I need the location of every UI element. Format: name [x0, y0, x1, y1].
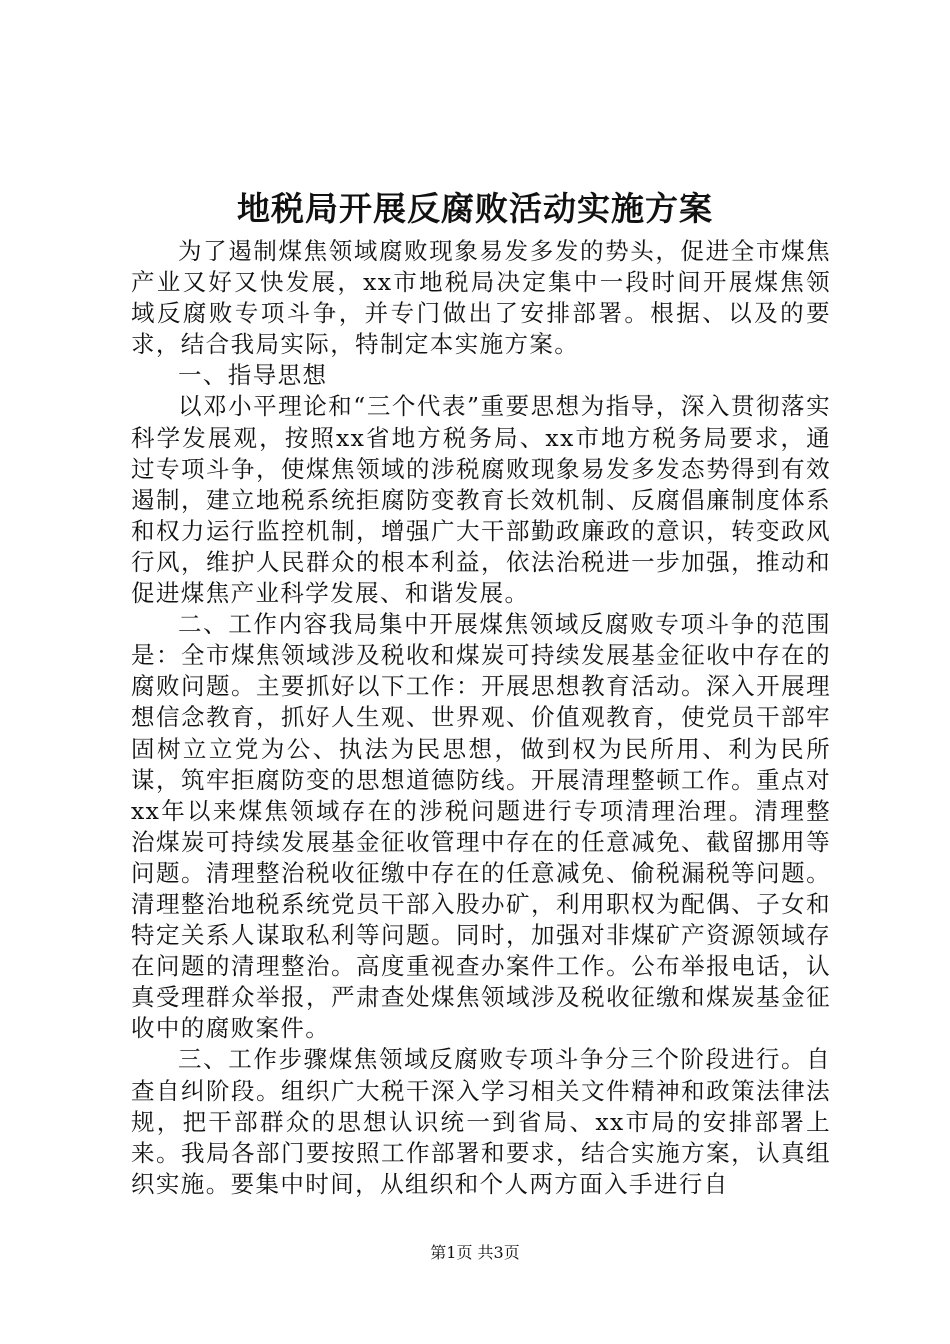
paragraph-intro: 为了遏制煤焦领域腐败现象易发多发的势头，促进全市煤焦产业又好又快发展，xx市地税局决定集中一段时间开展煤焦领域反腐败专项斗争，并专门做出了安排部署。根据、以及的要求，结合我局实际，特制定本实施方案。 [131, 237, 831, 359]
paragraph-work-content: 二、工作内容我局集中开展煤焦领域反腐败专项斗争的范围是：全市煤焦领域涉及税收和煤炭可持续发展基金征收中存在的腐败问题。主要抓好以下工作：开展思想教育活动。深入开展理想信念教育，抓好人生观、世界观、价值观教育，使党员干部牢固树立立党为公、执法为民思想，做到权为民所用、利为民所谋，筑牢拒腐防变的思想道德防线。开展清理整顿工作。重点对xx年以来煤焦领域存在的涉税问题进行专项清理治理。清理整治煤炭可持续发展基金征收管理中存在的任意减免、截留挪用等问题。清理整治税收征缴中存在的任意减免、偷税漏税等问题。清理整治地税系统党员干部入股办矿，利用职权为配偶、子女和特定关系人谋取私利等问题。同时，加强对非煤矿产资源领域存在问题的清理整治。高度重视查办案件工作。公布举报电话，认真受理群众举报，严肃查处煤焦领域涉及税收征缴和煤炭基金征收中的腐败案件。 [131, 610, 831, 1043]
section-heading-guiding-thought: 一、指导思想 [178, 361, 328, 390]
paragraph-work-steps: 三、工作步骤煤焦领域反腐败专项斗争分三个阶段进行。自查自纠阶段。组织广大税干深入学习相关文件精神和政策法律法规，把干部群众的思想认识统一到省局、xx市局的安排部署上来。我局各部门要按照工作部署和要求，结合实施方案，认真组织实施。要集中时间，从组织和个人两方面入手进行自 [131, 1045, 831, 1198]
page-footer: 第1页 共3页 [430, 1243, 520, 1262]
document-title: 地税局开展反腐败活动实施方案 [237, 189, 713, 228]
paragraph-guiding-thought: 以邓小平理论和“三个代表”重要思想为指导，深入贯彻落实科学发展观，按照xx省地方税务局、xx市地方税务局要求，通过专项斗争，使煤焦领域的涉税腐败现象易发多发态势得到有效遏制，建立地税系统拒腐防变教育长效机制、反腐倡廉制度体系和权力运行监控机制，增强广大干部勤政廉政的意识，转变政风行风，维护人民群众的根本利益，依法治税进一步加强，推动和促进煤焦产业科学发展、和谐发展。 [131, 392, 831, 608]
document-body [131, 236, 831, 1200]
